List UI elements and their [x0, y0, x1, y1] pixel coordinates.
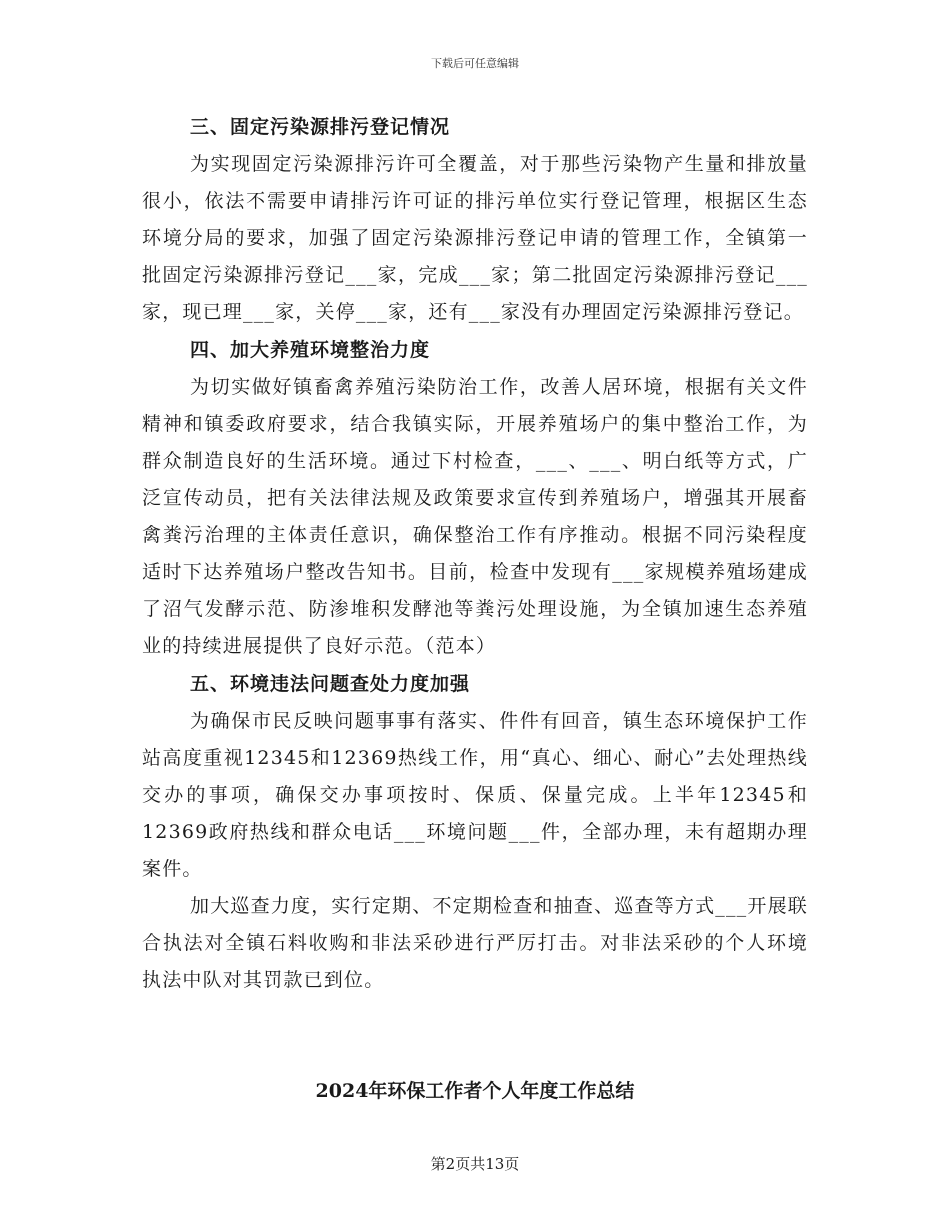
document-body: [142, 108, 808, 999]
page-header: 下载后可任意编辑: [431, 57, 519, 70]
paragraph: 为切实做好镇畜禽养殖污染防治工作，改善人居环境，根据有关文件精神和镇委政府要求，结合我镇实际，开展养殖场户的集中整治工作，为群众制造良好的生活环境。通过下村检查，___、___、明白纸等方式，广泛宣传动员，把有关法律法规及政策要求宣传到养殖场户，增强其开展畜禽粪污治理的主体责任意识，确保整治工作有序推动。根据不同污染程度适时下达养殖场户整改告知书。目前，检查中发现有___家规模养殖场建成了沼气发酵示范、防渗堆积发酵池等粪污处理设施，为全镇加速生态养殖业的持续进展提供了良好示范。（范本）: [142, 376, 808, 657]
section-5: [142, 665, 808, 999]
section-heading: 三、固定污染源排污登记情况: [190, 116, 451, 138]
section-3: [142, 108, 808, 331]
document-title: 2024年环保工作者个人年度工作总结: [315, 1080, 635, 1102]
paragraph: 为确保市民反映问题事事有落实、件件有回音，镇生态环境保护工作站高度重视12345和12369热线工作，用“真心、细心、耐心”去处理热线交办的事项，确保交办事项按时、保质、保量完成。上半年12345和12369政府热线和群众电话___环境问题___件，全部办理，未有超期办理案件。: [142, 710, 808, 880]
section-4: [142, 331, 808, 665]
paragraph: 为实现固定污染源排污许可全覆盖，对于那些污染物产生量和排放量很小，依法不需要申请排污许可证的排污单位实行登记管理，根据区生态环境分局的要求，加强了固定污染源排污登记申请的管理工作，全镇第一批固定污染源排污登记___家，完成___家；第二批固定污染源排污登记___家，现已理___家，关停___家，还有___家没有办理固定污染源排污登记。: [142, 153, 808, 323]
page-footer: 第2页共13页: [430, 1155, 520, 1173]
section-heading: 四、加大养殖环境整治力度: [190, 339, 431, 361]
paragraph: 加大巡查力度，实行定期、不定期检查和抽查、巡查等方式___开展联合执法对全镇石料收购和非法采砂进行严厉打击。对非法采砂的个人环境执法中队对其罚款已到位。: [142, 895, 808, 991]
section-heading: 五、环境违法问题查处力度加强: [190, 673, 471, 695]
